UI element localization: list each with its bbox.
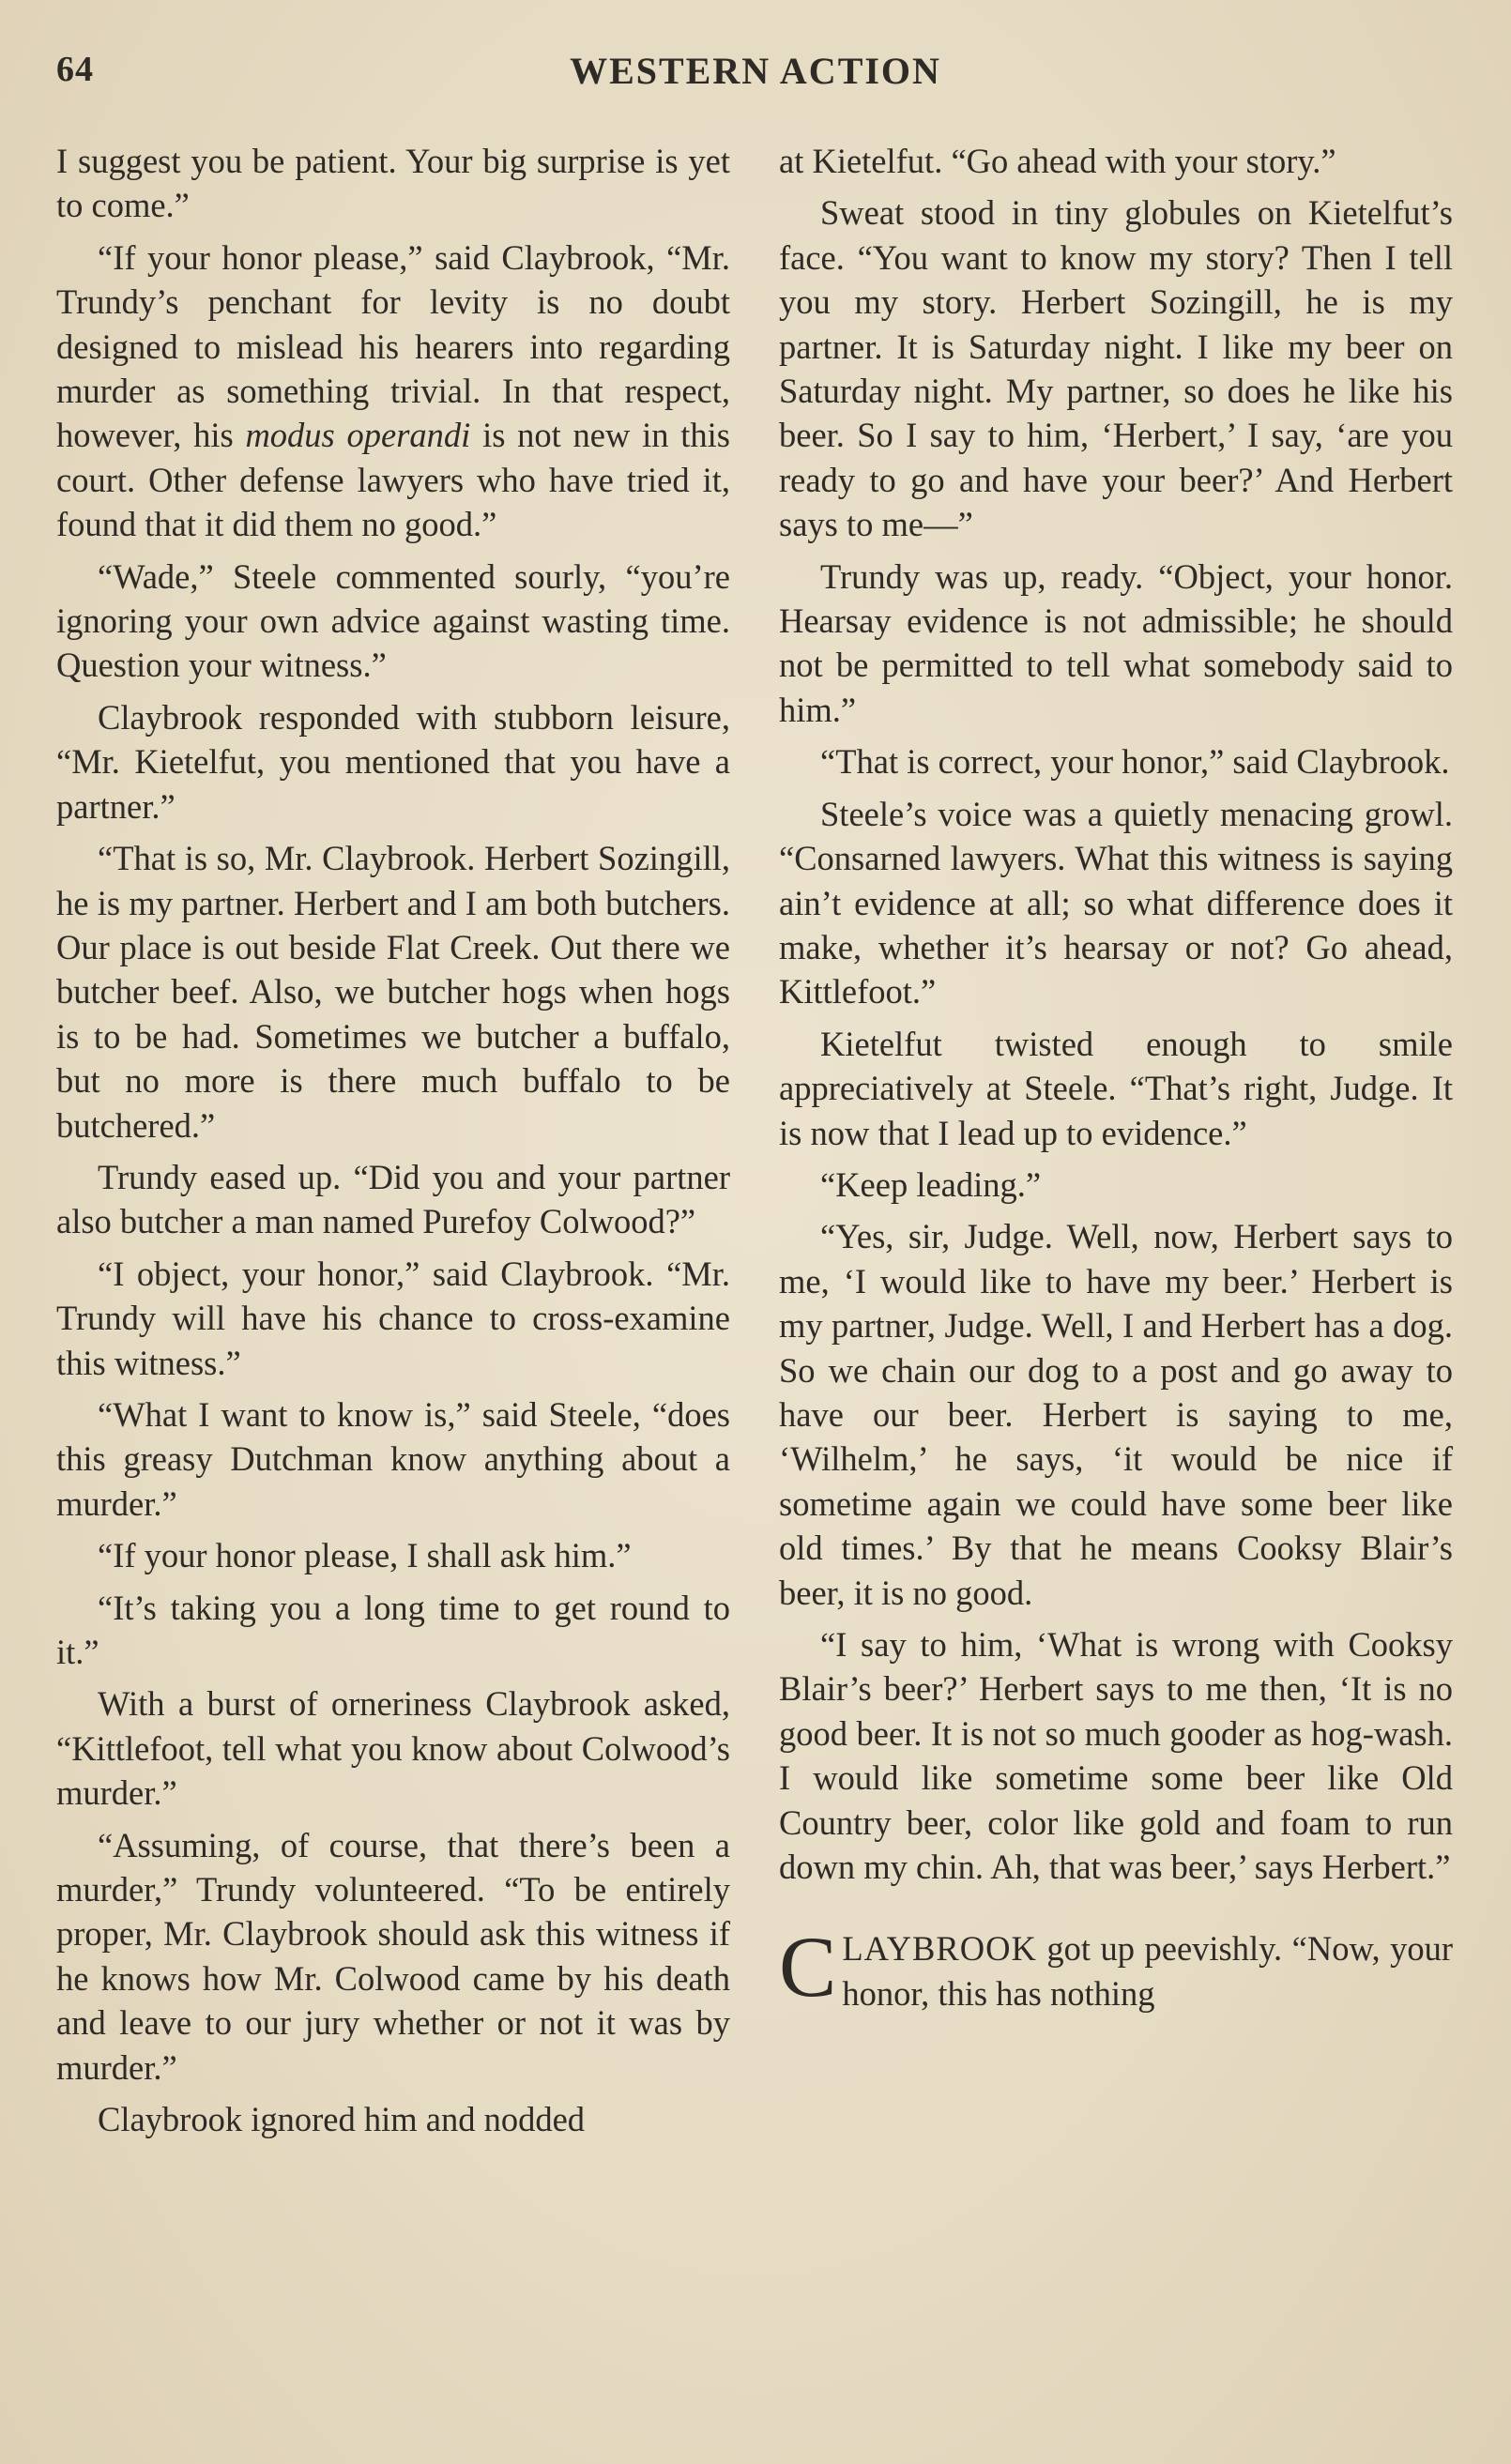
paragraph: “If your honor please, I shall ask him.” xyxy=(98,1536,632,1575)
paragraph: Claybrook responded with stubborn leisure, “Mr. Kietelfut, you mentioned that you have a partner.” xyxy=(56,697,730,826)
paragraph: Sweat stood in tiny globules on Kietelfut’s face. “You want to know my story? Then I tell you my story. Herbert Sozingill, he is my partner. It is Saturday night. I like my beer on Saturday night. My partner, so does he like his beer. So I say to him, ‘Herbert,’ I say, ‘are you ready to go and have your beer?’ And Herbert says to me—” xyxy=(779,193,1453,544)
paragraph: “I say to him, ‘What is wrong with Cooksy Blair’s beer?’ Herbert says to me then, ‘It is no good beer. It is not so much gooder as hog-wash. I would like sometime some beer like Old Country beer, color like gold and foam to run down my chin. Ah, that was beer,’ says Herbert.” xyxy=(779,1625,1453,1887)
paragraph: “I object, your honor,” said Claybrook. “Mr. Trundy will have his chance to cross-examine this witness.” xyxy=(56,1254,730,1382)
right-column xyxy=(779,139,1453,2023)
paragraph: “Yes, sir, Judge. Well, now, Herbert says to me, ‘I would like to have my beer.’ Herbert is my partner, Judge. Well, I and Herbert has a dog. So we chain our dog to a post and go away to have our beer. Herbert is saying to me, ‘Wilhelm,’ he says, ‘it would be nice if sometime again we could have some beer like old times.’ By that he means Cooksy Blair’s beer, it is no good. xyxy=(779,1217,1453,1612)
paragraph: Claybrook ignored him and nodded xyxy=(98,2100,586,2139)
running-title: WESTERN ACTION xyxy=(570,50,941,92)
paragraph: “Keep leading.” xyxy=(820,1164,1042,1204)
paragraph: “That is correct, your honor,” said Claybrook. xyxy=(820,742,1450,782)
section-lead-word: LAYBROOK xyxy=(842,1929,1037,1969)
paragraph: With a burst of orneriness Claybrook asked, “Kittlefoot, tell what you know about Colwood’s murder.” xyxy=(56,1684,730,1813)
page-number: 64 xyxy=(56,50,94,89)
paragraph: Steele’s voice was a quietly menacing growl. “Consarned lawyers. What this witness is saying ain’t evidence at all; so what difference does it make, whether it’s hearsay or not? Go ahead, Kittlefoot.” xyxy=(779,794,1453,1011)
paragraph: “It’s taking you a long time to get round to it.” xyxy=(56,1588,730,1671)
paragraph: “If your honor please,” said Claybrook, “Mr. Trundy’s penchant for levity is no doubt designed to mislead his hearers into regarding murder as something trivial. In that respect, however, his modus operandi is not new in this court. Other defense lawyers who have tried it, found that it did them no good.” xyxy=(56,237,730,544)
italic-phrase: modus operandi xyxy=(245,416,471,455)
paragraph: at Kietelfut. “Go ahead with your story.” xyxy=(779,142,1336,180)
drop-cap: C xyxy=(779,1919,837,2015)
paragraph: “That is so, Mr. Claybrook. Herbert Sozingill, he is my partner. Herbert and I am both butchers. Our place is out beside Flat Creek. Out there we butcher beef. Also, we butcher hogs when hogs is to be had. Sometimes we butcher a buffalo, but no more is there much buffalo to be butchered.” xyxy=(56,839,730,1145)
paragraph: Trundy was up, ready. “Object, your honor. Hearsay evidence is not admissible; he should not be permitted to tell what somebody said to him.” xyxy=(779,556,1453,729)
paragraph: “Assuming, of course, that there’s been a murder,” Trundy volunteered. “To be entirely proper, Mr. Claybrook should ask this witness if he knows how Mr. Colwood came by his death and leave to our jury whether or not it was by murder.” xyxy=(56,1825,730,2087)
section-lead-text: got up peevishly. “Now, your honor, this has nothing xyxy=(842,1929,1453,2013)
paragraph: Kietelfut twisted enough to smile appreciatively at Steele. “That’s right, Judge. It is now that I lead up to evidence.” xyxy=(779,1024,1453,1152)
section-start-paragraph xyxy=(779,1919,1453,2015)
paragraph: I suggest you be patient. Your big surprise is yet to come.” xyxy=(56,142,730,225)
paragraph: “Wade,” Steele commented sourly, “you’re ignoring your own advice against wasting time. Question your witness.” xyxy=(56,556,730,685)
page-header xyxy=(56,49,1455,99)
paragraph: “What I want to know is,” said Steele, “does this greasy Dutchman know anything about a murder.” xyxy=(56,1394,730,1523)
paragraph: Trundy eased up. “Did you and your partner also butcher a man named Purefoy Colwood?” xyxy=(56,1157,730,1241)
left-column xyxy=(56,139,730,2149)
